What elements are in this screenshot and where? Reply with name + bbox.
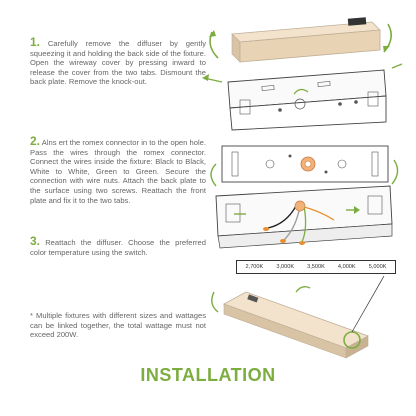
cct-option: 3,500K (307, 264, 325, 270)
cct-option: 3,000K (276, 264, 295, 270)
cct-option: 2,700K (245, 264, 264, 270)
fixture-backplate-illustration (228, 70, 386, 130)
arrow-icon (211, 164, 216, 186)
step-3-text (30, 234, 206, 257)
arrow-icon (392, 64, 402, 68)
step-3-number: 3. (30, 234, 41, 248)
step-1-text (30, 35, 206, 87)
color-temperature-switch-label (236, 260, 396, 274)
step-3-description: Reattach the diffuser. Choose the preferred color temperature using the switch. (30, 238, 206, 257)
cct-option: 4,000K (337, 264, 356, 270)
fixture-wiring-illustration (216, 186, 392, 248)
backplate-romex-illustration (222, 146, 388, 182)
wattage-note: * Multiple fixtures with different sizes and wattages can be linked together, the total wattage must not exceed 200W. (30, 311, 206, 340)
arrow-icon (212, 292, 218, 312)
step-2-number: 2. (30, 134, 41, 148)
page-title: INSTALLATION (140, 365, 276, 385)
fixture-assembled-illustration (224, 292, 368, 358)
fixture-diffuser-illustration (232, 17, 380, 62)
step-2-description: Alns ert the romex connector in to the open hole. Pass the wires through the romex connector. Connect the wires inside the fixture: Black to Black, White to White, Green to Green. Secure the connection with wire nuts. Attach the back plate to the surface using two screws. Reattach the front plate and fix it to the two tabs. (30, 138, 206, 205)
arrow-icon (392, 160, 398, 184)
step-1-description: Carefully remove the diffuser by gently squeezing it and holding the back side of the fixture. Open the wireway cover by pressing inward to release the cover from the two tabs. Dismount the back plate. Remove the knock-out. (30, 39, 206, 87)
cct-option: 5,000K (368, 264, 387, 270)
step-1-number: 1. (30, 35, 41, 49)
arrow-icon (296, 287, 310, 292)
step-2-text (30, 134, 206, 205)
